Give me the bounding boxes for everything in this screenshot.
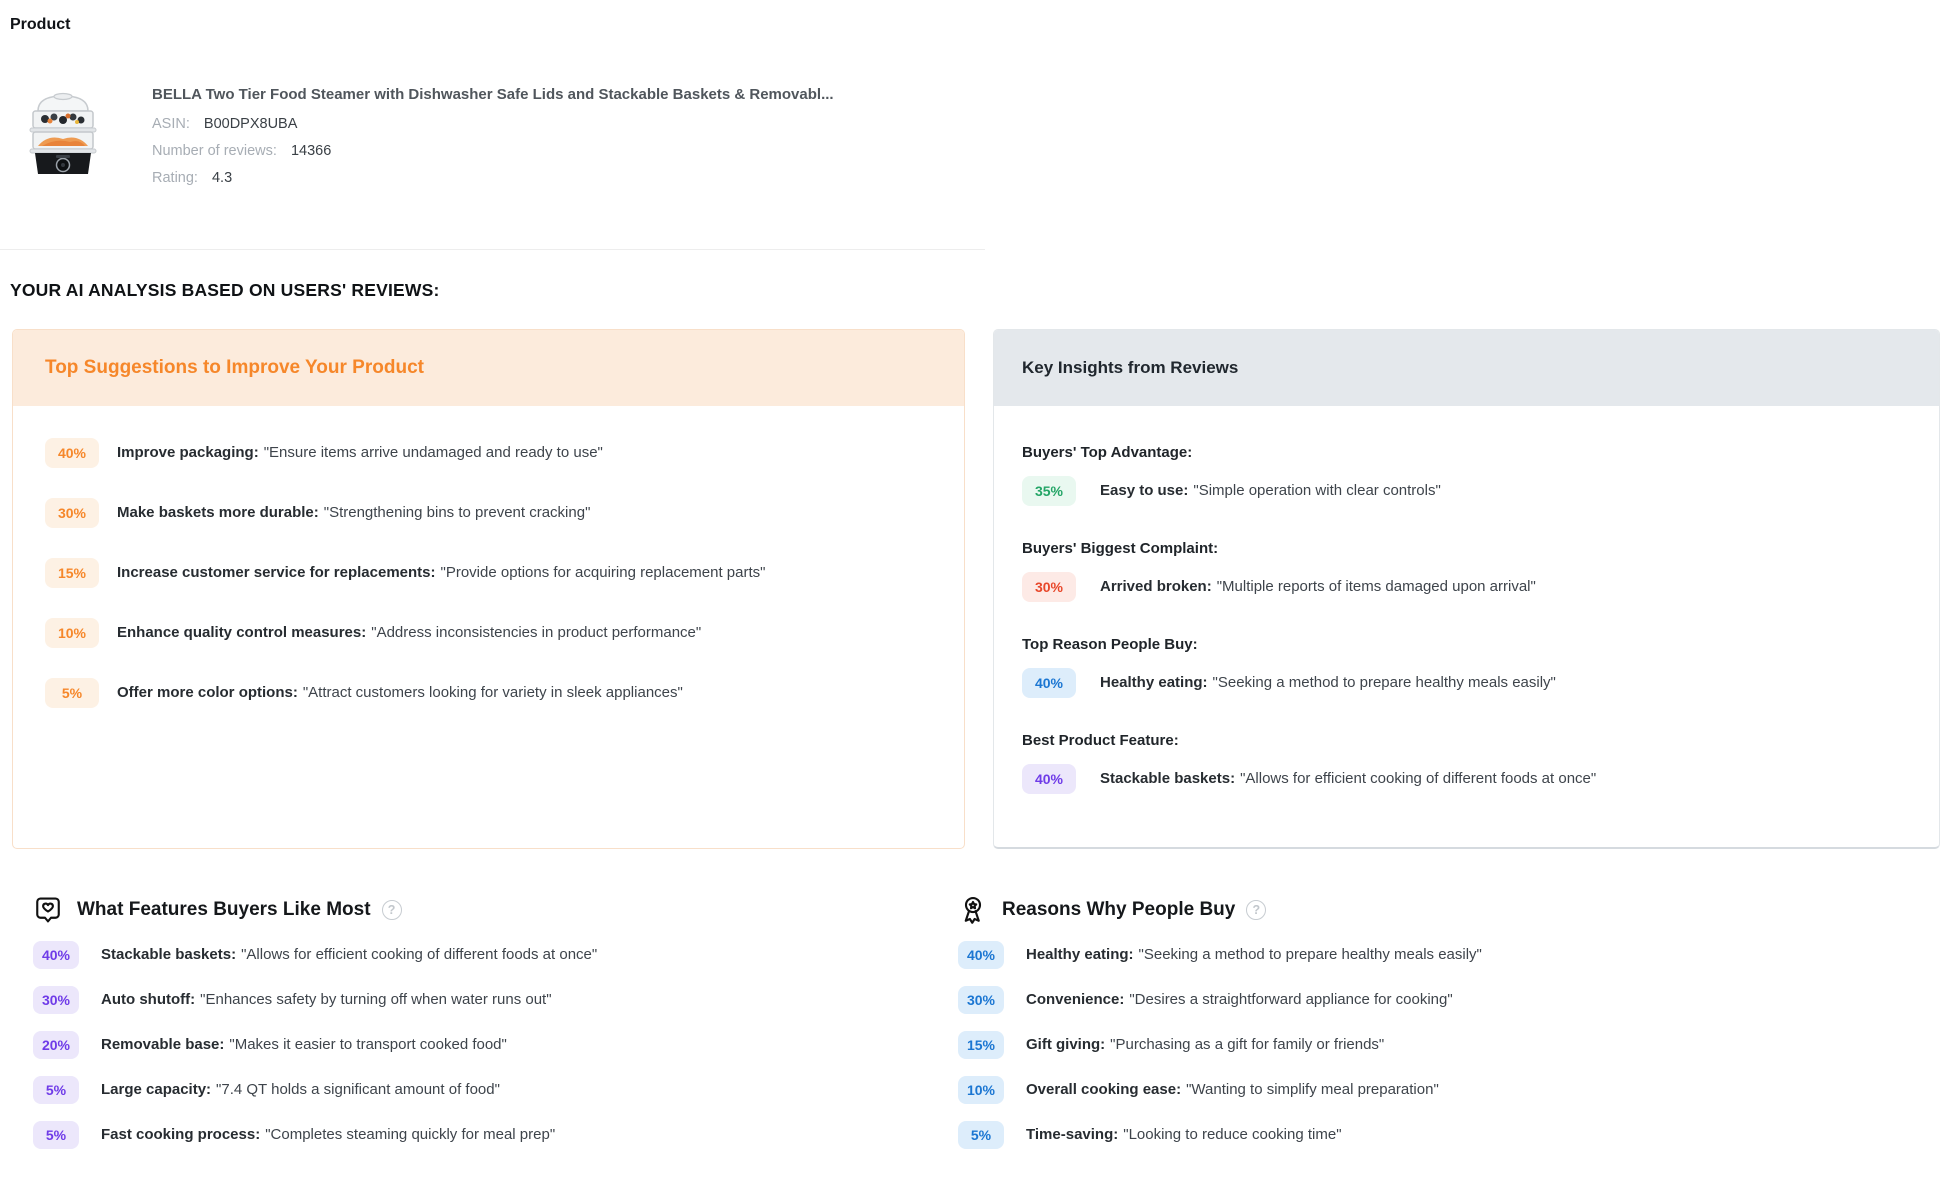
percent-badge: 5% <box>33 1076 79 1104</box>
suggestion-item <box>45 438 932 468</box>
suggestion-text: Make baskets more durable: "Strengthening bins to prevent cracking" <box>117 504 591 522</box>
rating-value: 4.3 <box>211 170 233 186</box>
insights-title: Key Insights from Reviews <box>1022 358 1239 377</box>
product-asin-row <box>152 116 834 132</box>
product-card <box>18 84 1947 197</box>
insight-item <box>1022 476 1911 506</box>
suggestions-panel-header <box>13 330 964 406</box>
reviews-count: 14366 <box>290 143 332 159</box>
section-divider <box>0 249 985 250</box>
ai-analysis-heading: YOUR AI ANALYSIS BASED ON USERS' REVIEWS: <box>10 280 440 300</box>
insight-group-best-feature <box>1022 732 1911 794</box>
percent-badge: 30% <box>1022 572 1076 602</box>
feature-item <box>33 1121 945 1149</box>
award-ribbon-icon <box>958 895 988 925</box>
suggestion-item <box>45 678 932 708</box>
insight-item <box>1022 764 1911 794</box>
insight-item <box>1022 572 1911 602</box>
analysis-panels <box>12 329 1947 849</box>
suggestion-item <box>45 498 932 528</box>
percent-badge: 30% <box>958 986 1004 1014</box>
features-heading-row <box>33 895 945 925</box>
bottom-sections <box>0 895 1947 1166</box>
suggestion-text: Offer more color options: "Attract customers looking for variety in sleek appliances" <box>117 684 683 702</box>
insight-text: Arrived broken: "Multiple reports of items damaged upon arrival" <box>1100 578 1536 596</box>
percent-badge: 40% <box>45 438 99 468</box>
insight-heading: Best Product Feature: <box>1022 732 1179 749</box>
reasons-heading-row <box>958 895 1947 925</box>
insight-group-top-reason <box>1022 636 1911 698</box>
percent-badge: 5% <box>958 1121 1004 1149</box>
suggestion-text: Increase customer service for replacements: "Provide options for acquiring replacement parts" <box>117 564 766 582</box>
insight-group-advantage <box>1022 444 1911 506</box>
features-section <box>0 895 945 1166</box>
product-reviews-row <box>152 143 834 159</box>
product-title: BELLA Two Tier Food Steamer with Dishwasher Safe Lids and Stackable Baskets & Removabl... <box>152 86 834 103</box>
suggestions-title: Top Suggestions to Improve Your Product <box>45 357 424 378</box>
percent-badge: 40% <box>1022 668 1076 698</box>
feature-text: Stackable baskets: "Allows for efficient cooking of different foods at once" <box>101 946 598 964</box>
product-info <box>152 84 834 197</box>
percent-badge: 40% <box>1022 764 1076 794</box>
rating-label: Rating: <box>152 170 198 186</box>
reason-item <box>958 1121 1947 1149</box>
reason-item <box>958 941 1947 969</box>
suggestion-item <box>45 558 932 588</box>
reason-item <box>958 1031 1947 1059</box>
heart-badge-icon <box>33 895 63 925</box>
feature-text: Removable base: "Makes it easier to transport cooked food" <box>101 1036 507 1054</box>
insight-heading: Buyers' Top Advantage: <box>1022 444 1193 461</box>
percent-badge: 10% <box>958 1076 1004 1104</box>
feature-text: Fast cooking process: "Completes steaming quickly for meal prep" <box>101 1126 556 1144</box>
asin-value: B00DPX8UBA <box>203 116 298 132</box>
help-icon[interactable]: ? <box>382 900 402 920</box>
reason-text: Healthy eating: "Seeking a method to prepare healthy meals easily" <box>1026 946 1482 964</box>
reason-item <box>958 1076 1947 1104</box>
feature-item <box>33 1076 945 1104</box>
product-section-title: Product <box>10 16 71 33</box>
product-photo <box>18 84 108 174</box>
suggestion-text: Improve packaging: "Ensure items arrive undamaged and ready to use" <box>117 444 603 462</box>
percent-badge: 10% <box>45 618 99 648</box>
percent-badge: 5% <box>45 678 99 708</box>
feature-item <box>33 941 945 969</box>
suggestions-panel-body <box>13 406 964 708</box>
percent-badge: 30% <box>33 986 79 1014</box>
asin-label: ASIN: <box>152 116 190 132</box>
reason-text: Time-saving: "Looking to reduce cooking time" <box>1026 1126 1342 1144</box>
insight-item <box>1022 668 1911 698</box>
percent-badge: 5% <box>33 1121 79 1149</box>
product-rating-row <box>152 170 834 186</box>
suggestion-item <box>45 618 932 648</box>
insight-text: Stackable baskets: "Allows for efficient cooking of different foods at once" <box>1100 770 1597 788</box>
product-section <box>0 0 1947 197</box>
percent-badge: 15% <box>45 558 99 588</box>
percent-badge: 35% <box>1022 476 1076 506</box>
reasons-title: Reasons Why People Buy <box>1002 899 1236 920</box>
suggestions-panel <box>12 329 965 849</box>
insight-group-complaint <box>1022 540 1911 602</box>
reviews-label: Number of reviews: <box>152 143 277 159</box>
feature-item <box>33 986 945 1014</box>
insight-heading: Top Reason People Buy: <box>1022 636 1198 653</box>
reason-text: Overall cooking ease: "Wanting to simplify meal preparation" <box>1026 1081 1439 1099</box>
insight-text: Healthy eating: "Seeking a method to prepare healthy meals easily" <box>1100 674 1556 692</box>
feature-text: Large capacity: "7.4 QT holds a significant amount of food" <box>101 1081 500 1099</box>
help-icon[interactable]: ? <box>1246 900 1266 920</box>
reasons-section <box>945 895 1947 1166</box>
feature-item <box>33 1031 945 1059</box>
suggestion-text: Enhance quality control measures: "Address inconsistencies in product performance" <box>117 624 702 642</box>
insights-panel <box>993 329 1940 849</box>
percent-badge: 40% <box>33 941 79 969</box>
percent-badge: 30% <box>45 498 99 528</box>
insight-heading: Buyers' Biggest Complaint: <box>1022 540 1219 557</box>
percent-badge: 40% <box>958 941 1004 969</box>
reason-text: Gift giving: "Purchasing as a gift for family or friends" <box>1026 1036 1385 1054</box>
insights-panel-body <box>994 406 1939 794</box>
percent-badge: 20% <box>33 1031 79 1059</box>
percent-badge: 15% <box>958 1031 1004 1059</box>
feature-text: Auto shutoff: "Enhances safety by turning off when water runs out" <box>101 991 552 1009</box>
reason-text: Convenience: "Desires a straightforward appliance for cooking" <box>1026 991 1453 1009</box>
reason-item <box>958 986 1947 1014</box>
features-title: What Features Buyers Like Most <box>77 899 371 920</box>
insights-panel-header <box>994 330 1939 406</box>
insight-text: Easy to use: "Simple operation with clear controls" <box>1100 482 1441 500</box>
